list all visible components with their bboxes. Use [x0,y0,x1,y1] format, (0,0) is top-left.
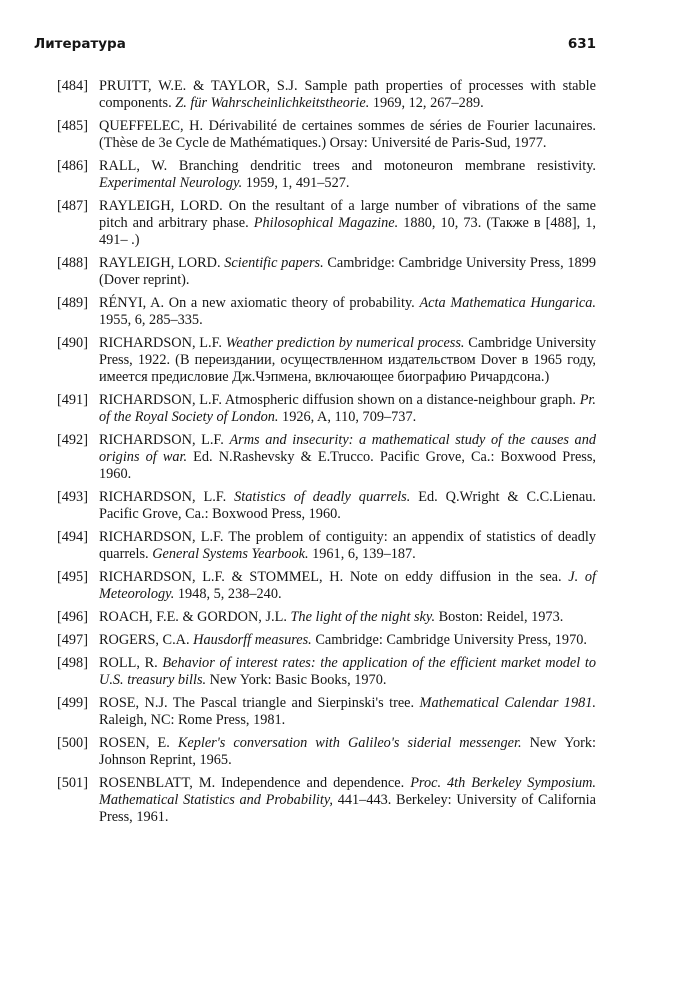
reference-source-italic: Z. für Wahrscheinlichkeitstheorie. [175,95,370,111]
reference-text: ROACH, F.E. & GORDON, J.L. [99,609,291,625]
reference-item [57,529,596,563]
reference-item [57,655,596,689]
reference-source-italic: Experimental Neurology. [99,175,243,191]
reference-text: ROSEN, E. [99,735,178,751]
reference-details: Ed. N.Rashevsky & E.Trucco. Pacific Grove, Ca.: Boxwood Press, 1960. [99,449,596,482]
reference-number: [501] [57,775,88,791]
reference-item [57,775,596,826]
reference-source-italic: J. of Meteorology. [99,569,596,602]
reference-item [57,255,596,289]
reference-details: 1961, 6, 139–187. [308,546,416,562]
reference-text: ROSENBLATT, M. Independence and dependence. [99,775,411,791]
reference-source-italic: Pr. of the Royal Society of London. [99,392,596,425]
reference-number: [490] [57,335,88,351]
reference-list [57,78,596,832]
reference-number: [494] [57,529,88,545]
reference-details: Raleigh, NC: Rome Press, 1981. [99,712,286,728]
reference-details: 1959, 1, 491–527. [242,175,350,191]
reference-details: Cambridge University Press, 1922. (В переиздании, осуществленном издательством Dover в 1965 году, имеется предисловие Дж.Чэпмена, включающее биографию Ричардсона.) [99,335,596,385]
reference-item [57,489,596,523]
reference-details: 1948, 5, 238–240. [174,586,282,602]
reference-item [57,335,596,386]
reference-item [57,158,596,192]
reference-number: [493] [57,489,88,505]
reference-source-italic: General Systems Yearbook. [152,546,309,562]
reference-number: [488] [57,255,88,271]
reference-item [57,78,596,112]
reference-item [57,118,596,152]
reference-text: RAYLEIGH, LORD. On the resultant of a large number of vibrations of the same pitch and arbitrary phase. [99,198,596,231]
reference-text: RALL, W. Branching dendritic trees and motoneuron membrane resistivity. [99,158,596,174]
reference-source-italic: Hausdorff measures. [193,632,312,648]
running-header [34,36,596,56]
reference-text: RICHARDSON, L.F. Atmospheric diffusion shown on a distance-neighbour graph. [99,392,580,408]
reference-details: Cambridge: Cambridge University Press, 1899 (Dover reprint). [99,255,597,288]
reference-text: RÉNYI, A. On a new axiomatic theory of probability. [99,295,420,311]
reference-text: RICHARDSON, L.F. [99,432,230,448]
reference-details: New York: Basic Books, 1970. [206,672,387,688]
reference-source-italic: Acta Mathematica Hungarica. [419,295,597,311]
reference-details: New York: Johnson Reprint, 1965. [99,735,596,768]
reference-number: [487] [57,198,88,214]
reference-text: RICHARDSON, L.F. The problem of contiguity: an appendix of statistics of deadly quarrels. [99,529,596,562]
reference-number: [497] [57,632,88,648]
reference-details: Cambridge: Cambridge University Press, 1970. [311,632,587,648]
reference-number: [492] [57,432,88,448]
reference-item [57,198,596,249]
section-title: Литература [34,36,126,52]
reference-item [57,295,596,329]
reference-item [57,432,596,483]
reference-text: RICHARDSON, L.F. [99,335,226,351]
reference-details: 1880, 10, 73. (Также в [488], 1, 491– .) [99,215,596,248]
reference-source-italic: Statistics of deadly quarrels. [234,489,411,505]
reference-text: ROGERS, C.A. [99,632,194,648]
reference-number: [499] [57,695,88,711]
reference-text: ROSE, N.J. The Pascal triangle and Sierpinski's tree. [99,695,420,711]
page-number: 631 [567,36,596,52]
reference-number: [495] [57,569,88,585]
reference-item [57,609,596,626]
reference-source-italic: The light of the night sky. [290,609,436,625]
reference-text: RAYLEIGH, LORD. [99,255,225,271]
reference-number: [496] [57,609,88,625]
reference-number: [486] [57,158,88,174]
reference-number: [489] [57,295,88,311]
reference-item [57,569,596,603]
reference-source-italic: Kepler's conversation with Galileo's siderial messenger. [177,735,522,751]
reference-details: 441–443. Berkeley: University of California Press, 1961. [99,792,596,825]
reference-details: 1926, A, 110, 709–737. [278,409,417,425]
reference-item [57,392,596,426]
reference-number: [500] [57,735,88,751]
reference-number: [485] [57,118,88,134]
reference-source-italic: Weather prediction by numerical process. [225,335,465,351]
reference-text: ROLL, R. [99,655,163,671]
reference-text: RICHARDSON, L.F. & STOMMEL, H. Note on eddy diffusion in the sea. [99,569,569,585]
reference-details: 1969, 12, 267–289. [369,95,484,111]
reference-item [57,735,596,769]
reference-item [57,632,596,649]
reference-details: Ed. Q.Wright & C.C.Lienau. Pacific Grove, Ca.: Boxwood Press, 1960. [99,489,596,522]
reference-source-italic: Arms and insecurity: a mathematical study of the causes and origins of war. [99,432,596,465]
reference-text: RICHARDSON, L.F. [99,489,235,505]
reference-source-italic: Scientific papers. [224,255,324,271]
reference-number: [484] [57,78,88,94]
reference-text: QUEFFELEC, H. Dérivabilité de certaines sommes de séries de Fourier lacunaires. (Thèse de 3e Cycle de Mathématiques.) Orsay: Université de Paris-Sud, 1977. [99,118,596,151]
reference-source-italic: Proc. 4th Berkeley Symposium. Mathematical Statistics and Probability, [99,775,596,808]
reference-source-italic: Philosophical Magazine. [253,215,399,231]
reference-source-italic: Mathematical Calendar 1981. [419,695,596,711]
reference-details: 1955, 6, 285–335. [99,312,203,328]
reference-source-italic: Behavior of interest rates: the application of the efficient market model to U.S. treasury bills. [99,655,596,688]
reference-text: PRUITT, W.E. & TAYLOR, S.J. Sample path properties of processes with stable components. [99,78,596,111]
reference-number: [491] [57,392,88,408]
reference-details: Boston: Reidel, 1973. [435,609,564,625]
reference-item [57,695,596,729]
reference-number: [498] [57,655,88,671]
